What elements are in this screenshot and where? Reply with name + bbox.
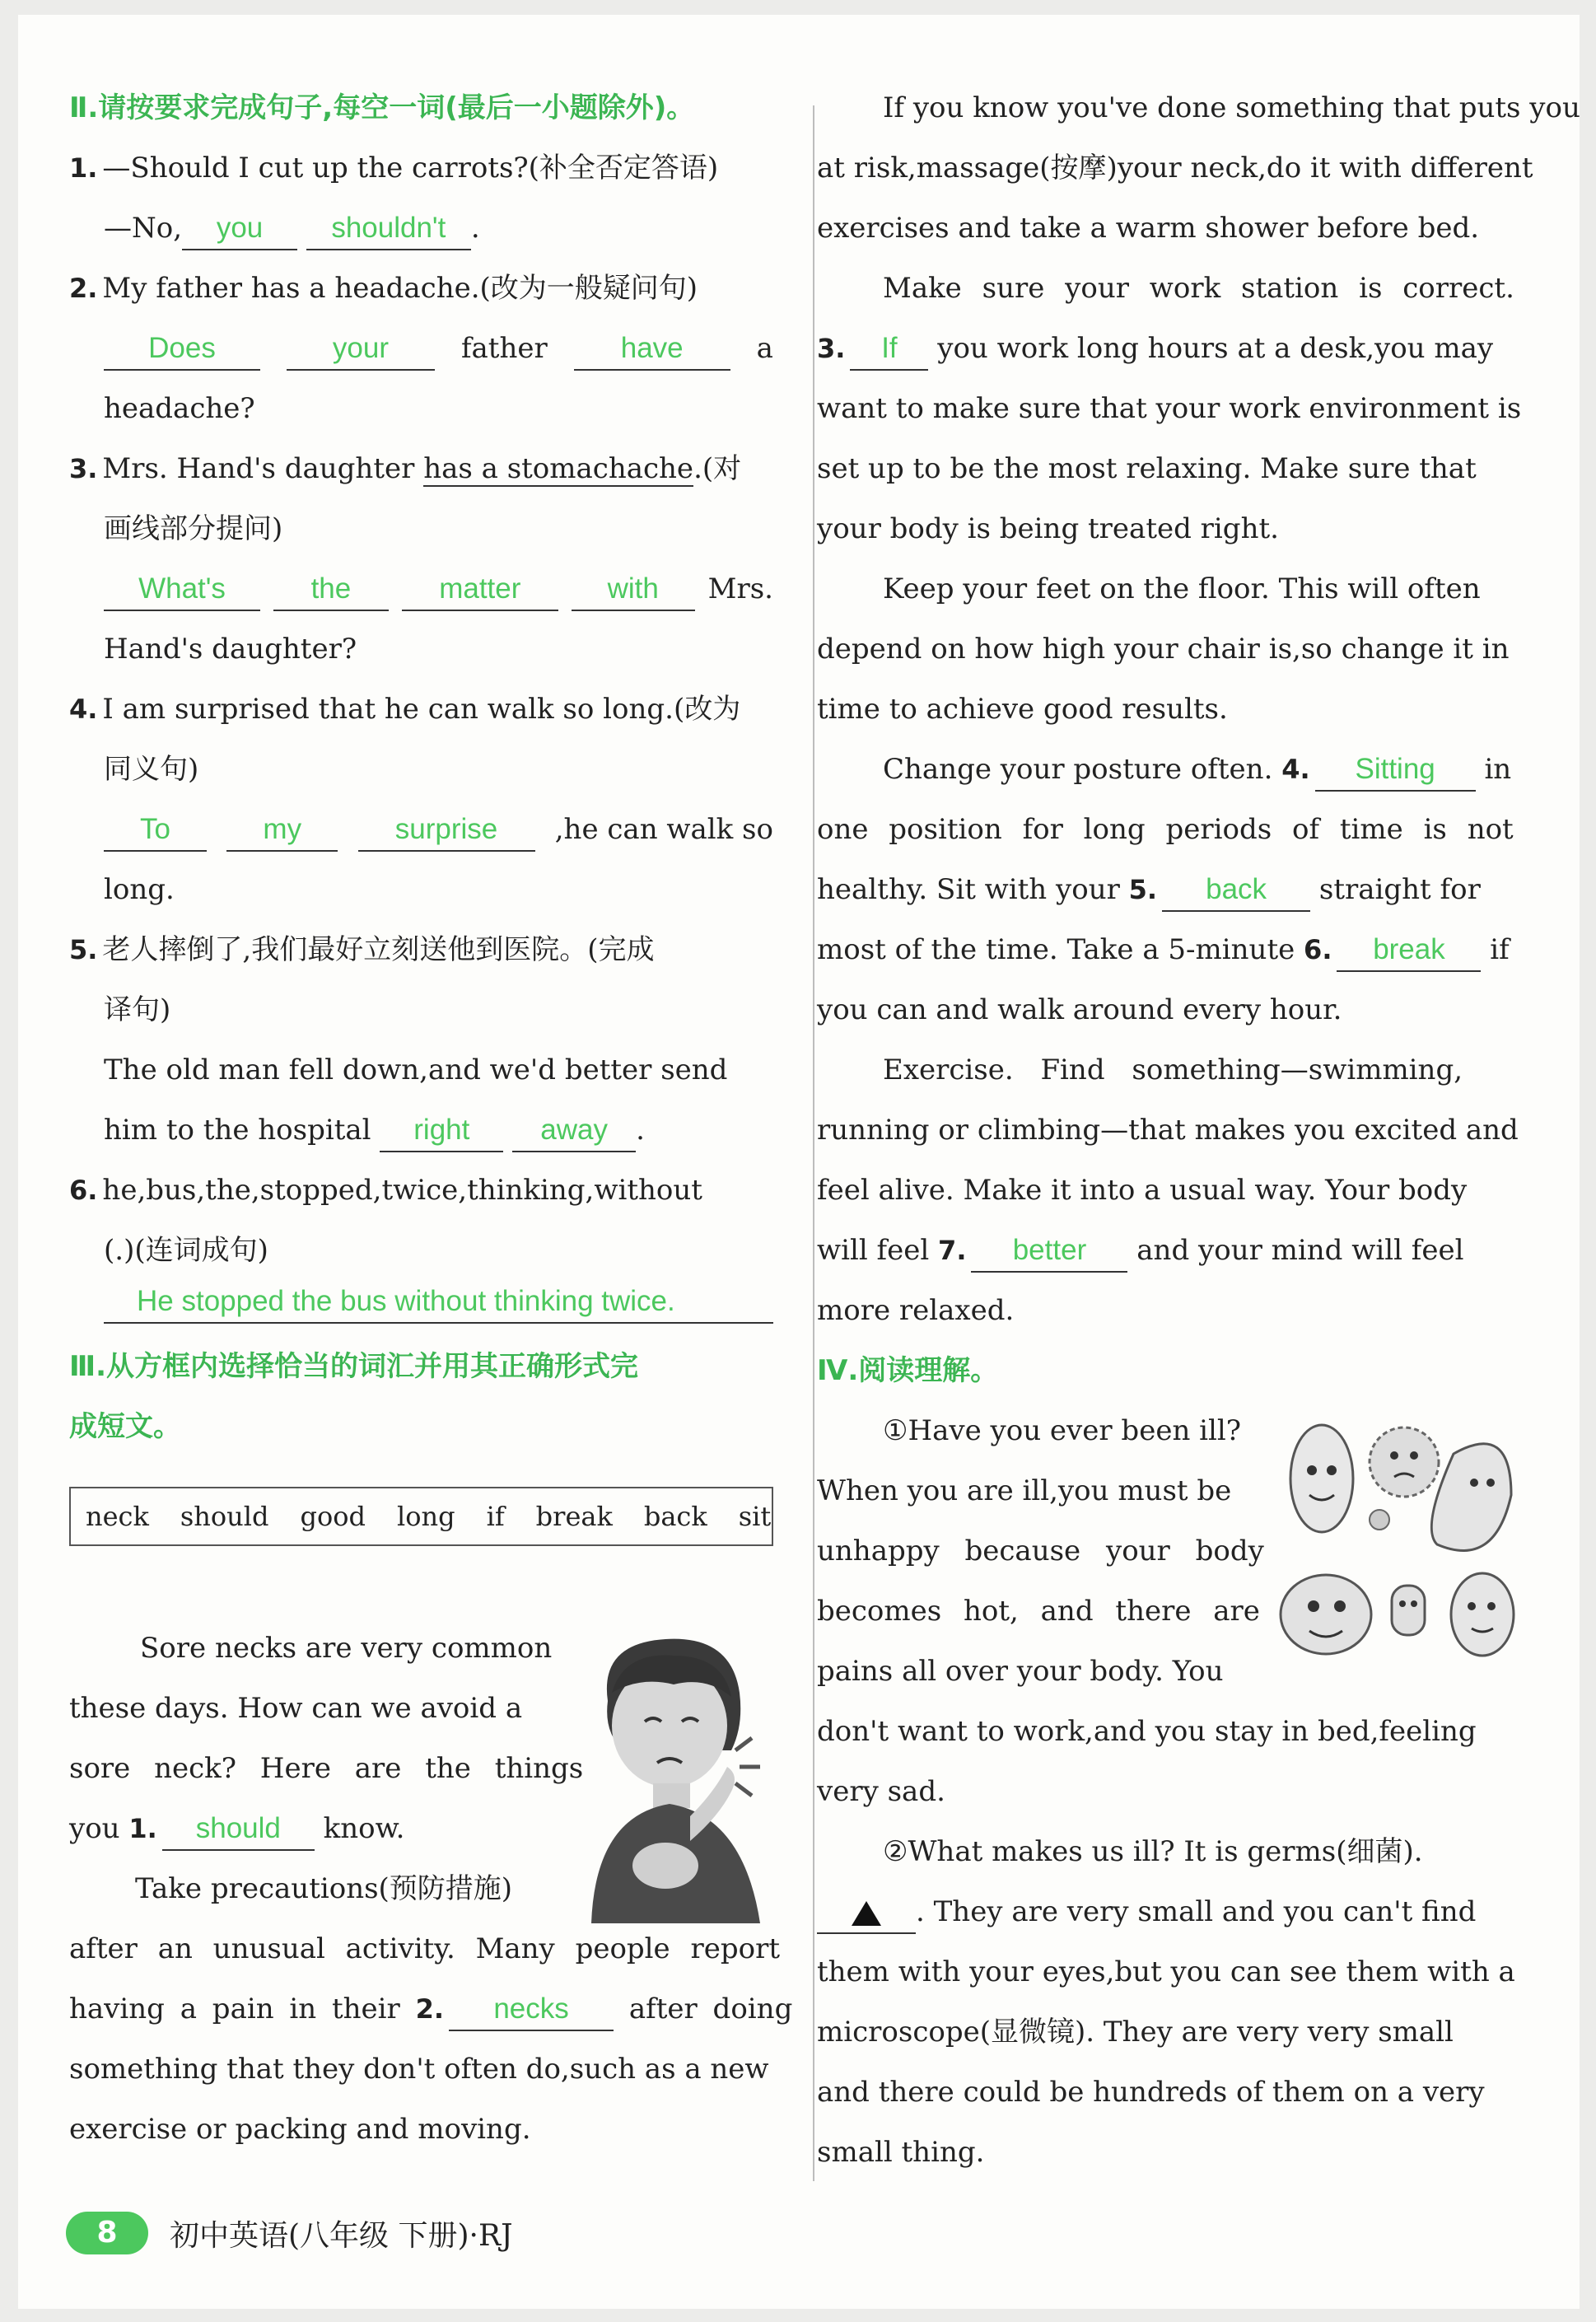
q1-suffix: . [470, 212, 480, 245]
reading-p1-line1: ①Have you ever been ill? [883, 1414, 1241, 1447]
q3-post: .(对 [693, 452, 742, 485]
cloze-r5-line5: you can and walk around every hour. [817, 993, 1342, 1026]
reading-p2-line6: small thing. [817, 2136, 985, 2169]
cloze-p2-line1: Take precautions(预防措施) [135, 1872, 513, 1905]
q3-pre: Mrs. Hand's daughter [102, 452, 424, 485]
q5-answer-line [69, 1100, 773, 1161]
left-column [69, 78, 773, 1457]
q3-line [69, 439, 773, 499]
q3-word-mrs: Mrs. [707, 572, 773, 605]
q2-word-father: father [460, 332, 548, 365]
cloze-r1-line1: If you know you've done something that puts you [883, 91, 1580, 124]
reading-p2-line2 [817, 1882, 1525, 1942]
cloze-passage-left-bottom [69, 1919, 793, 2160]
cloze-blank-7[interactable]: better [971, 1231, 1127, 1273]
reading-p2-line3: them with your eyes,but you can see them with a [817, 1955, 1515, 1988]
page-footer [66, 2212, 513, 2254]
reading-p2-text: . They are very small and you can't find [916, 1895, 1477, 1928]
cloze-straight: straight for [1318, 873, 1481, 906]
cloze-healthy: healthy. Sit with your [817, 873, 1120, 906]
cloze-know: know. [323, 1812, 405, 1845]
q2-blank-1[interactable]: Does [104, 329, 260, 371]
cloze-r5-line1 [817, 740, 1525, 800]
cloze-r3-line4: your body is being treated right. [817, 512, 1279, 545]
cloze-p1-line1: Sore necks are very common [140, 1632, 553, 1665]
reading-p1-line6: don't want to work,and you stay in bed,feeling [817, 1715, 1477, 1748]
triangle-icon [852, 1901, 881, 1926]
q1-blank-1[interactable]: you [182, 209, 297, 250]
q4-line2: 同义句) [104, 753, 199, 786]
cloze-blank-5[interactable]: back [1162, 871, 1310, 912]
q2-number: 2. [69, 273, 98, 304]
reading-p2-line1: ②What makes us ill? It is germs(细菌). [883, 1835, 1423, 1868]
cloze-passage-left [69, 1619, 584, 1919]
q3-blank-3[interactable]: matter [402, 570, 558, 611]
q4-line [69, 680, 773, 740]
q6-text: he,bus,the,stopped,twice,thinking,without [102, 1174, 702, 1207]
q5-blank-1[interactable]: right [380, 1111, 503, 1152]
cloze-will-feel: will feel [817, 1234, 930, 1267]
cloze-blank-1[interactable]: should [162, 1810, 315, 1851]
q4-continuation: ,he can walk so [554, 813, 773, 846]
germs-illustration [1264, 1404, 1528, 1676]
cloze-change-posture: Change your posture often. [883, 753, 1273, 786]
cloze-r1-line3: exercises and take a warm shower before bed. [817, 212, 1480, 245]
page-number-badge: 8 [66, 2212, 148, 2254]
word-bank-item: if [486, 1501, 505, 1532]
reading-p1-line3: unhappy because your body [817, 1535, 1264, 1567]
reading-p1-line4: becomes hot, and there are [817, 1595, 1260, 1628]
q5-line2: 译句) [104, 993, 171, 1026]
q5-pre: him to the hospital [104, 1114, 371, 1147]
q1-number: 1. [69, 152, 98, 184]
q5-number: 5. [69, 934, 98, 965]
q4-text: I am surprised that he can walk so long.(改为 [102, 693, 741, 726]
cloze-you: you [69, 1812, 120, 1845]
cloze-r5-line2: one position for long periods of time is not [817, 813, 1514, 846]
cloze-in: in [1484, 753, 1512, 786]
q6-line2: (.)(连词成句) [104, 1234, 268, 1267]
q5-line [69, 920, 773, 980]
q5-line3: The old man fell down,and we'd better send [104, 1054, 728, 1086]
section-4-heading: Ⅳ.阅读理解。 [817, 1354, 999, 1387]
q6-answer[interactable]: He stopped the bus without thinking twice. [104, 1281, 773, 1324]
q1-prefix: —No, [104, 212, 183, 245]
cloze-r5-line3 [817, 860, 1525, 920]
q2-blank-2[interactable]: your [287, 329, 435, 371]
reading-p1-line2: When you are ill,you must be [817, 1474, 1232, 1507]
q3-underlined: has a stomachache [423, 452, 694, 485]
q4-blank-3[interactable]: surprise [358, 811, 535, 852]
q3-blank-2[interactable]: the [273, 570, 389, 611]
blank-3-number: 3. [817, 333, 846, 364]
cloze-r6-line4 [817, 1221, 1525, 1281]
q1-text: —Should I cut up the carrots?(补全否定答语) [102, 152, 719, 185]
blank-7-number: 7. [938, 1235, 967, 1266]
cloze-r6-line1: Exercise. Find something—swimming, [883, 1054, 1463, 1086]
cloze-blank-3[interactable]: If [850, 329, 928, 371]
q3-end-line: Hand's daughter? [104, 633, 357, 666]
cloze-p2-line3 [69, 1979, 793, 2039]
cloze-mind-feel: and your mind will feel [1136, 1234, 1464, 1267]
blank-6-number: 6. [1304, 934, 1332, 965]
cloze-r3-line3: set up to be the most relaxing. Make sure that [817, 452, 1477, 485]
q3-blank-4[interactable]: with [572, 570, 695, 611]
word-bank-item: should [180, 1501, 269, 1532]
cloze-r3-line1 [817, 319, 1525, 379]
cloze-blank-6[interactable]: break [1337, 931, 1481, 972]
q6-answer-wrap [69, 1281, 773, 1330]
word-bank-item: long [396, 1501, 455, 1532]
right-column [817, 78, 1580, 2183]
book-title: 初中英语(八年级 下册)·RJ [170, 2218, 513, 2253]
cloze-r6-line2: running or climbing—that makes you excited and [817, 1114, 1519, 1147]
q2-end-line: headache? [104, 392, 255, 425]
q1-line [69, 138, 773, 199]
reading-p1-wrap [817, 1401, 1264, 1702]
cloze-r6-line3: feel alive. Make it into a usual way. Your body [817, 1174, 1468, 1207]
boy-neck-pain-illustration [575, 1627, 772, 1923]
cloze-blank-2[interactable]: necks [449, 1990, 614, 2031]
cloze-having: having a pain in their [69, 1993, 400, 2025]
word-bank-item: back [643, 1501, 707, 1532]
reading-p2-line4: microscope(显微镜). They are very very small [817, 2016, 1454, 2049]
q3-answer-line [69, 559, 773, 619]
word-bank-item: sit [738, 1501, 772, 1532]
cloze-p1-line4 [69, 1799, 563, 1859]
cloze-r1-line2: at risk,massage(按摩)your neck,do it with different [817, 152, 1533, 185]
q1-blank-2[interactable]: shouldn't [306, 209, 471, 250]
blank-5-number: 5. [1128, 874, 1158, 905]
reading-p1-line7: very sad. [817, 1775, 945, 1808]
cloze-r4-line1: Keep your feet on the floor. This will often [883, 572, 1481, 605]
cloze-p2-line4: something that they don't often do,such as a new [69, 2053, 769, 2086]
q4-blank-1[interactable]: To [104, 811, 207, 852]
word-bank-box [69, 1487, 773, 1546]
word-bank-item: break [535, 1501, 613, 1532]
cloze-p1-line3: sore neck? Here are the things [69, 1752, 584, 1785]
section-3-heading-2: 成短文。 [69, 1410, 181, 1443]
cloze-r4-line3: time to achieve good results. [817, 693, 1228, 726]
section-2-heading: Ⅱ.请按要求完成句子,每空一词(最后一小题除外)。 [69, 91, 695, 124]
q5-text: 老人摔倒了,我们最好立刻送他到医院。(完成 [102, 933, 655, 966]
word-bank-item: neck [86, 1501, 149, 1532]
word-bank-item: good [300, 1501, 366, 1532]
q4-end-line: long. [104, 873, 175, 906]
q3-line2: 画线部分提问) [104, 512, 283, 545]
reading-p1-line5: pains all over your body. You [817, 1655, 1224, 1688]
q2-word-a: a [756, 332, 773, 365]
cloze-p2-line5: exercise or packing and moving. [69, 2113, 531, 2146]
q3-number: 3. [69, 453, 98, 484]
column-divider [813, 105, 814, 2181]
q6-number: 6. [69, 1175, 98, 1206]
blank-2-number: 2. [415, 1993, 445, 2025]
q4-number: 4. [69, 694, 98, 725]
cloze-blank-4[interactable]: Sitting [1315, 750, 1476, 792]
cloze-r2: Make sure your work station is correct. [883, 272, 1514, 305]
section-3-heading-1: Ⅲ.从方框内选择恰当的词汇并用其正确形式完 [69, 1350, 639, 1383]
cloze-p2-line2: after an unusual activity. Many people report [69, 1932, 781, 1965]
blank-1-number: 1. [128, 1813, 157, 1844]
cloze-r3-line2: want to make sure that your work environment is [817, 392, 1522, 425]
q5-blank-2[interactable]: away [512, 1111, 636, 1152]
q1-answer-line [69, 199, 773, 259]
cloze-if: if [1490, 933, 1510, 966]
q4-answer-line [69, 800, 773, 860]
q2-blank-3[interactable]: have [574, 329, 730, 371]
q3-blank-1[interactable]: What's [104, 570, 260, 611]
q4-blank-2[interactable]: my [226, 811, 338, 852]
q2-answer-line [69, 319, 773, 379]
q6-line [69, 1161, 773, 1221]
cloze-r3-text: you work long hours at a desk,you may [937, 332, 1494, 365]
cloze-p1-line2: these days. How can we avoid a [69, 1692, 523, 1725]
cloze-after-doing: after doing [628, 1993, 793, 2025]
reading-p2-line5: and there could be hundreds of them on a very [817, 2076, 1485, 2109]
reading-triangle-blank[interactable] [817, 1893, 916, 1934]
blank-4-number: 4. [1281, 754, 1310, 785]
cloze-r6-line5: more relaxed. [817, 1294, 1015, 1327]
cloze-most-of-time: most of the time. Take a 5-minute [817, 933, 1295, 966]
q2-line [69, 259, 773, 319]
cloze-r5-line4 [817, 920, 1525, 980]
cloze-r4-line2: depend on how high your chair is,so change it in [817, 633, 1510, 666]
q5-suffix: . [636, 1114, 645, 1147]
q2-text: My father has a headache.(改为一般疑问句) [102, 272, 698, 305]
